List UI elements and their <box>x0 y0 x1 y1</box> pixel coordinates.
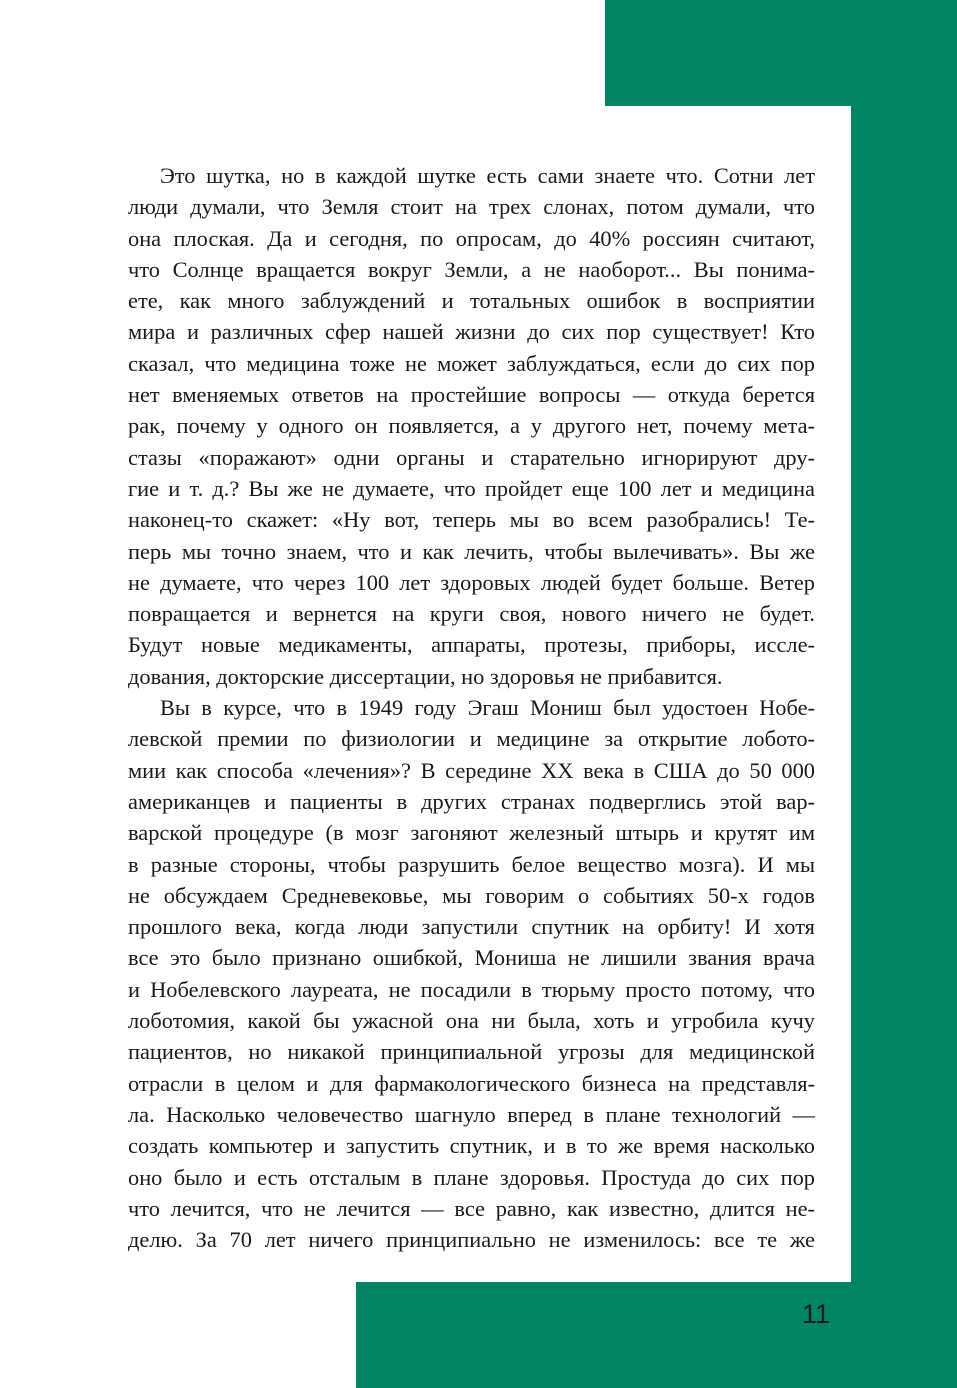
text-line: мии как способа «лечения»? В середине XX века в США до 50 000 <box>128 757 815 783</box>
text-line: Вы в курсе, что в 1949 году Эгаш Мониш был удостоен Нобе- <box>160 695 815 721</box>
decorative-right-band <box>851 0 957 1388</box>
text-line: мира и различных сфер нашей жизни до сих пор существует! Кто <box>128 319 815 345</box>
text-line: отрасли в целом и для фармакологического бизнеса на представля- <box>128 1070 815 1096</box>
text-line: не обсуждаем Средневековье, мы говорим о событиях 50-х годов <box>128 882 815 908</box>
page-number: 11 <box>801 1299 830 1329</box>
text-line: люди думали, что Земля стоит на трех слонах, потом думали, что <box>128 194 815 220</box>
text-line: варской процедуре (в мозг загоняют железный штырь и крутят им <box>128 820 815 846</box>
text-line: ла. Насколько человечество шагнуло вперед в плане технологий — <box>128 1101 815 1127</box>
text-line: не думаете, что через 100 лет здоровых людей будет больше. Ветер <box>128 569 815 595</box>
text-line: рак, почему у одного он появляется, а у другого нет, почему мета- <box>128 413 815 439</box>
text-line: перь мы точно знаем, что и как лечить, чтобы вылечивать». Вы же <box>128 538 815 564</box>
text-line: левской премии по физиологии и медицине за открытие лобото- <box>128 726 815 752</box>
text-line: наконец-то скажет: «Ну вот, теперь мы во всем разобрались! Те- <box>128 507 815 533</box>
text-line: что Солнце вращается вокруг Земли, а не наоборот... Вы понима- <box>128 256 815 282</box>
text-line: в разные стороны, чтобы разрушить белое вещество мозга). И мы <box>128 851 815 877</box>
text-line: что лечится, что не лечится — все равно, как известно, длится не- <box>128 1195 815 1221</box>
text-line: пациентов, но никакой принципиальной угрозы для медицинской <box>128 1039 815 1065</box>
text-line: нет вменяемых ответов на простейшие вопросы — откуда берется <box>128 382 815 408</box>
paragraph-1 <box>128 160 815 692</box>
text-line: прошлого века, когда люди запустили спутник на орбиту! И хотя <box>128 914 815 940</box>
text-line: Это шутка, но в каждой шутке есть сами знаете что. Сотни лет <box>160 163 815 188</box>
paragraph-2 <box>128 692 815 1255</box>
text-line: американцев и пациенты в других странах подверглись этой вар- <box>128 788 815 814</box>
text-line: создать компьютер и запустить спутник, и в то же время насколько <box>128 1133 815 1159</box>
text-line: гие и т. д.? Вы же не думаете, что пройдет еще 100 лет и медицина <box>128 475 815 501</box>
text-line: делю. За 70 лет ничего принципиально не изменилось: все те же <box>128 1227 815 1253</box>
text-line: дования, докторские диссертации, но здоровья не прибавится. <box>128 663 723 689</box>
text-line: Будут новые медикаменты, аппараты, протезы, приборы, иссле- <box>128 632 815 658</box>
text-line: и Нобелевского лауреата, не посадили в тюрьму просто потому, что <box>128 976 815 1002</box>
text-line: повращается и вернется на круги своя, нового ничего не будет. <box>128 601 815 627</box>
text-line: она плоская. Да и сегодня, по опросам, до 40% россиян считают, <box>128 225 815 251</box>
text-line: оно было и есть отсталым в плане здоровья. Простуда до сих пор <box>128 1164 815 1190</box>
text-line: стазы «поражают» одни органы и старательно игнорируют дру- <box>128 444 815 470</box>
text-line: все это было признано ошибкой, Мониша не лишили звания врача <box>128 945 815 971</box>
body-text <box>128 160 815 1255</box>
decorative-bottom-band <box>356 1282 957 1388</box>
text-line: лоботомия, какой бы ужасной она ни была, хоть и угробила кучу <box>128 1008 815 1034</box>
text-line: сказал, что медицина тоже не может заблуждаться, если до сих пор <box>128 350 815 376</box>
text-line: ете, как много заблуждений и тотальных ошибок в восприятии <box>128 288 815 314</box>
